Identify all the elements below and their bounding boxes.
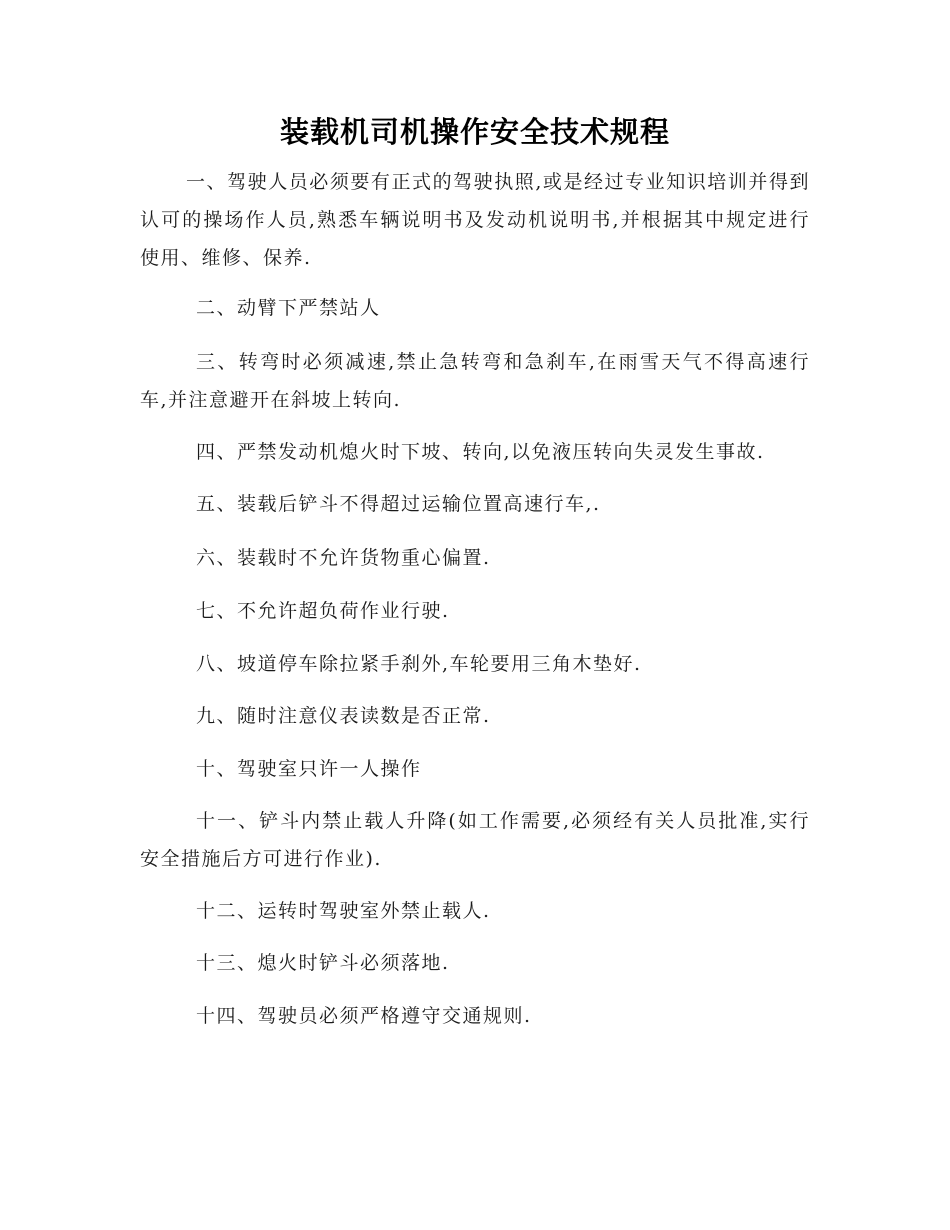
paragraph-14: 十四、驾驶员必须严格遵守交通规则. <box>196 1005 532 1027</box>
paragraph-10: 十、驾驶室只许一人操作 <box>196 758 422 780</box>
paragraph-6: 六、装载时不允许货物重心偏置. <box>196 547 491 569</box>
paragraph-12: 十二、运转时驾驶室外禁止载人. <box>196 900 491 922</box>
paragraph-2: 二、动臂下严禁站人 <box>196 297 381 319</box>
document-title: 装载机司机操作安全技术规程 <box>279 115 670 149</box>
paragraph-9: 九、随时注意仪表读数是否正常. <box>196 705 491 727</box>
paragraph-5: 五、装载后铲斗不得超过运输位置高速行车,. <box>196 493 601 515</box>
paragraph-13: 十三、熄火时铲斗必须落地. <box>196 952 450 974</box>
paragraph-8: 八、坡道停车除拉紧手刹外,车轮要用三角木垫好. <box>196 653 642 675</box>
paragraph-3: 三、转弯时必须减速,禁止急转弯和急刹车,在雨雪天气不得高速行车,并注意避开在斜坡上转向. <box>140 351 810 411</box>
paragraph-11: 十一、铲斗内禁止载人升降(如工作需要,必须经有关人员批准,实行安全措施后方可进行作业). <box>140 810 810 870</box>
paragraph-7: 七、不允许超负荷作业行驶. <box>196 600 450 622</box>
paragraph-4: 四、严禁发动机熄火时下坡、转向,以免液压转向失灵发生事故. <box>196 441 765 463</box>
paragraph-1: 一、驾驶人员必须要有正式的驾驶执照,或是经过专业知识培训并得到认可的操场作人员,熟悉车辆说明书及发动机说明书,并根据其中规定进行使用、维修、保养. <box>140 171 810 269</box>
